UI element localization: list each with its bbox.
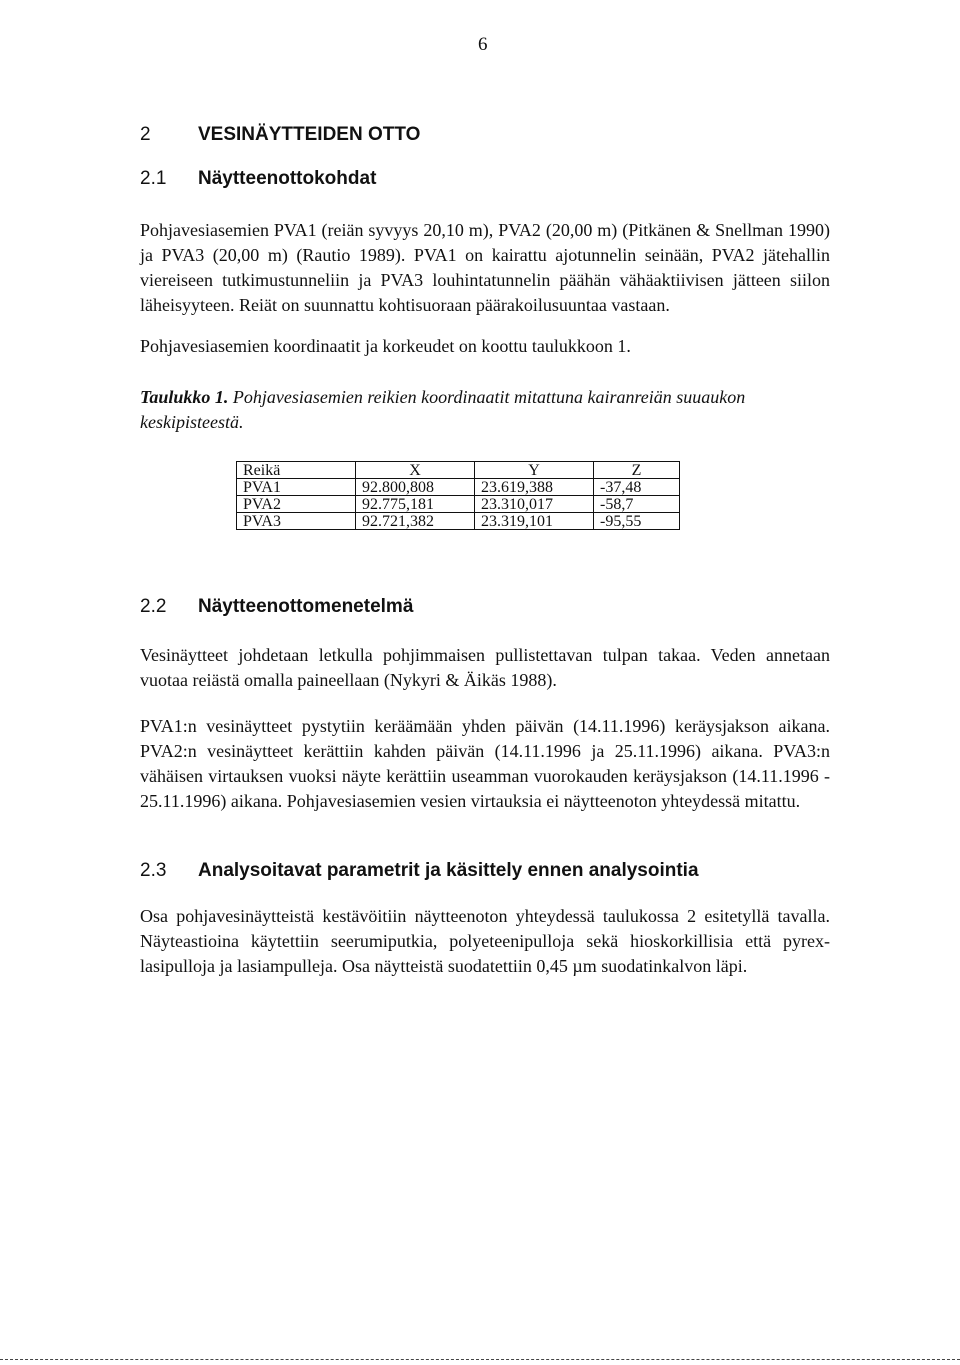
section-2-1-number: 2.1 bbox=[140, 168, 167, 189]
table-cell: -58,7 bbox=[594, 496, 680, 513]
section-2-title: VESINÄYTTEIDEN OTTO bbox=[198, 124, 421, 145]
section-2-heading bbox=[140, 124, 830, 146]
table-caption-text: Pohjavesiasemien reikien koordinaatit mitattuna kairanreiän suuaukon keskipisteestä. bbox=[140, 387, 746, 432]
table-cell: 23.310,017 bbox=[475, 496, 594, 513]
table-cell: PVA1 bbox=[237, 479, 356, 496]
section-2-3-title: Analysoitavat parametrit ja käsittely ennen analysointia bbox=[198, 860, 699, 881]
table-cell: 92.775,181 bbox=[356, 496, 475, 513]
section-2-2-number: 2.2 bbox=[140, 596, 167, 617]
section-2-number: 2 bbox=[140, 124, 151, 145]
table-cell: 23.319,101 bbox=[475, 513, 594, 530]
table-cell: -95,55 bbox=[594, 513, 680, 530]
coordinates-table bbox=[236, 461, 680, 530]
table-caption bbox=[140, 385, 830, 435]
section-2-2-title: Näytteenottomenetelmä bbox=[198, 596, 414, 617]
section-2-3-heading bbox=[140, 860, 830, 882]
table-cell: PVA2 bbox=[237, 496, 356, 513]
table-caption-label: Taulukko 1. bbox=[140, 387, 229, 407]
table-header-cell: Reikä bbox=[237, 462, 356, 479]
section-2-3-number: 2.3 bbox=[140, 860, 167, 881]
section-2-2-heading bbox=[140, 596, 830, 618]
page-number: 6 bbox=[478, 34, 488, 55]
table-row bbox=[237, 479, 680, 496]
table-cell: 92.721,382 bbox=[356, 513, 475, 530]
section-2-1-heading bbox=[140, 168, 830, 190]
table-header-cell: Z bbox=[594, 462, 680, 479]
table-header-row bbox=[237, 462, 680, 479]
method-paragraph: Vesinäytteet johdetaan letkulla pohjimmaisen pullistettavan tulpan takaa. Veden annetaan vuotaa reiästä omalla paineellaan (Nykyri & Äikäs 1988). bbox=[140, 645, 830, 690]
table-row bbox=[237, 513, 680, 530]
table-cell: 92.800,808 bbox=[356, 479, 475, 496]
document-body bbox=[140, 120, 830, 979]
sampling-sites-paragraph: Pohjavesiasemien PVA1 (reiän syvyys 20,10 m), PVA2 (20,00 m) (Pitkänen & Snellman 1990) ja PVA3 (20,00 m) (Rautio 1989). PVA1 on kairattu ajotunnelin seinään, PVA2 jätehallin viereiseen tutkimustunneliin ja PVA3 louhintatunnelin päähän vähäaktiivisen jätteen siilon läheisyyteen. Reiät on suunnattu kohtisuoraan päärakoilusuuntaa vastaan. bbox=[140, 220, 830, 315]
parameters-paragraph: Osa pohjavesinäytteistä kestävöitiin näytteenoton yhteydessä taulukossa 2 esitetyllä tavalla. Näyteastioina käytettiin seerumiputkia, polyeteenipulloja sekä hioskorkillisia että pyrex-lasipulloja ja lasiampulleja. Osa näytteistä suodatettiin 0,45 µm suodatinkalvon läpi. bbox=[140, 906, 830, 976]
table-row bbox=[237, 496, 680, 513]
collection-paragraph: PVA1:n vesinäytteet pystytiin keräämään yhden päivän (14.11.1996) keräysjakson aikana. PVA2:n vesinäytteet kerättiin kahden päivän (14.11.1996 ja 25.11.1996) aikana. PVA3:n vähäisen virtauksen vuoksi näyte kerättiin useamman vuorokauden keräysjakson (14.11.1996 - 25.11.1996) aikana. Pohjavesiasemien vesien virtauksia ei näytteenoton yhteydessä mitattu. bbox=[140, 716, 830, 811]
page-bottom-edge bbox=[0, 1359, 960, 1360]
table-header-cell: X bbox=[356, 462, 475, 479]
table-cell: PVA3 bbox=[237, 513, 356, 530]
section-2-1-title: Näytteenottokohdat bbox=[198, 168, 377, 189]
coordinates-paragraph: Pohjavesiasemien koordinaatit ja korkeudet on koottu taulukkoon 1. bbox=[140, 336, 631, 356]
table-cell: -37,48 bbox=[594, 479, 680, 496]
table-cell: 23.619,388 bbox=[475, 479, 594, 496]
table-header-cell: Y bbox=[475, 462, 594, 479]
